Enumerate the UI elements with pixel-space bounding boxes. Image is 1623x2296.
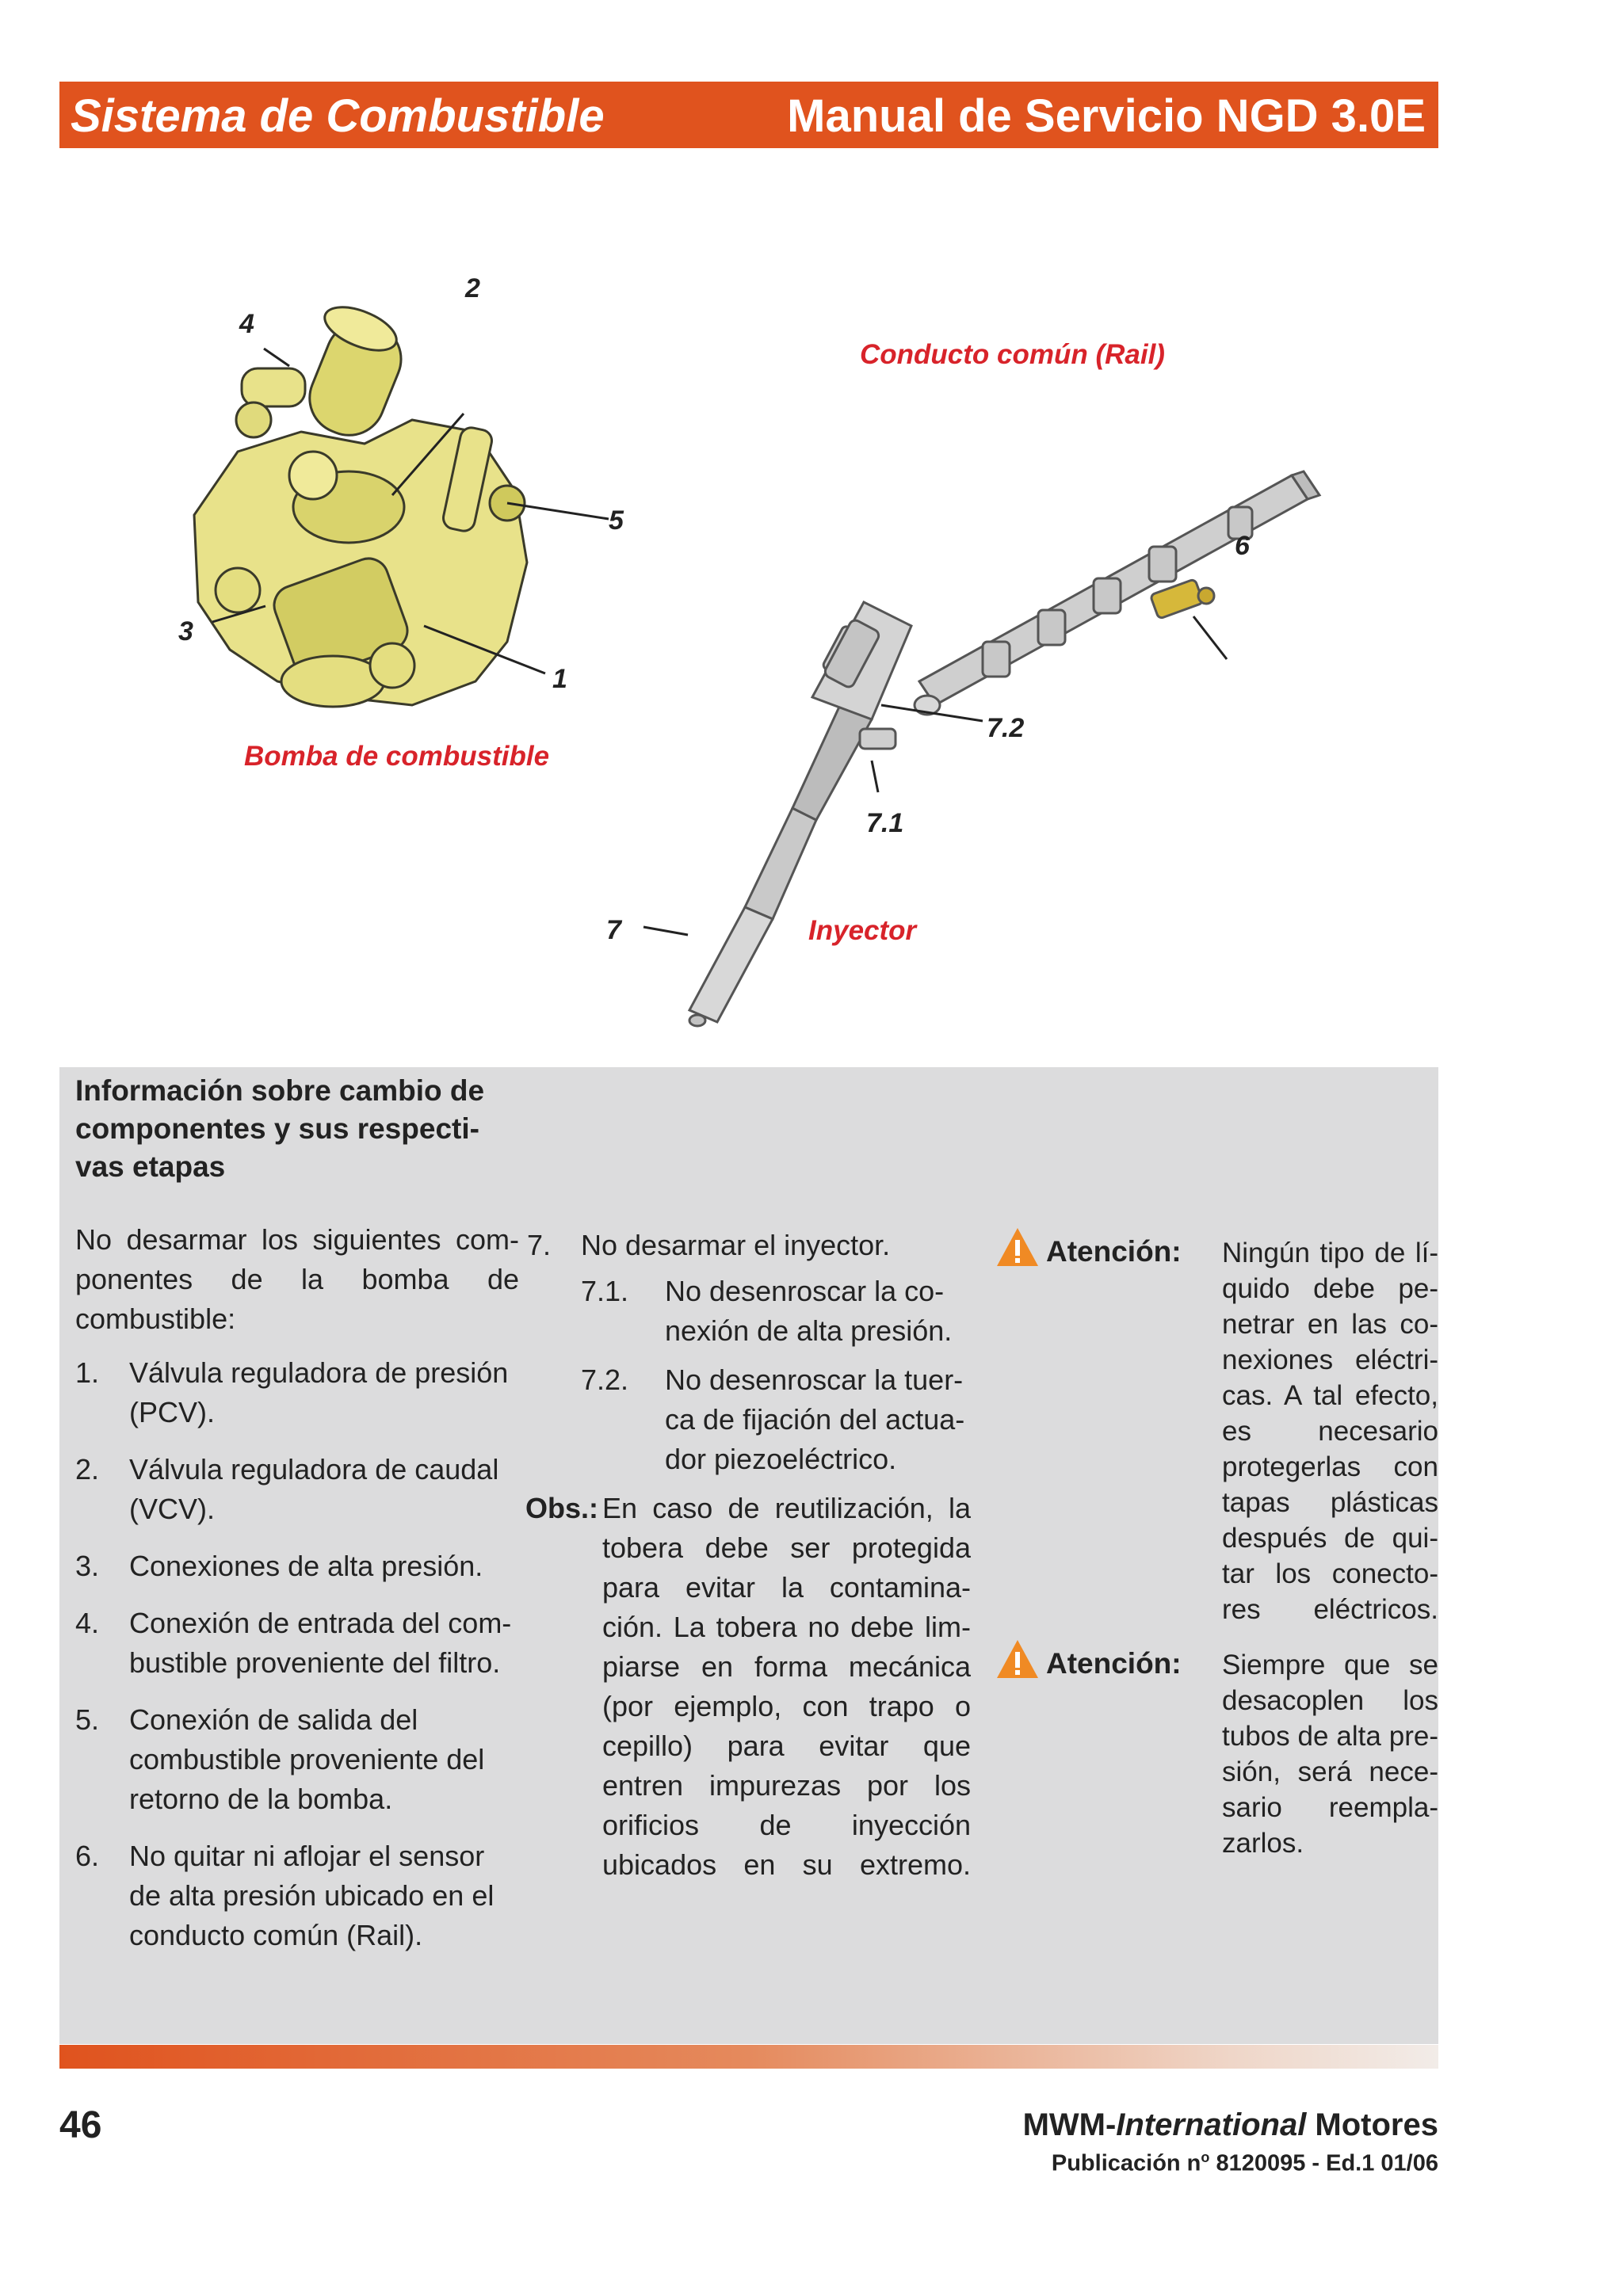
injector-sublist xyxy=(527,1272,971,1479)
column-injector xyxy=(527,1226,971,1885)
list-item: 2. Válvula reguladora de caudal (VCV). xyxy=(75,1453,499,1525)
footer-gradient-strip xyxy=(59,2045,1438,2069)
obs-text: En caso de reutilización, la tobera debe ser protegida para evitar la contamina-ción. La tobera no debe lim-piarse en forma mecánica (por ejemplo, con trapo o cepillo) para evitar que entren impurezas por los orificios de inyección ubicados en su extremo. xyxy=(602,1492,971,1881)
callout-7-2: 7.2 xyxy=(987,713,1025,743)
column-pump-components xyxy=(75,1220,519,1973)
info-title: Información sobre cambio de componentes y sus respecti-vas etapas xyxy=(75,1074,485,1183)
callout-7: 7 xyxy=(606,915,621,945)
header-bar xyxy=(59,82,1438,148)
warning-triangle-icon xyxy=(995,1226,1041,1268)
manual-title: Manual de Servicio NGD 3.0E xyxy=(787,90,1426,142)
components-figure xyxy=(0,158,1623,1046)
brand-name: MWM-International Motores xyxy=(1022,2107,1438,2142)
warning-1-text: Ningún tipo de lí-quido debe pe-netrar en las co-nexiones eléctri-cas. A tal efecto, es necesario protegerlas con tapas plásticas después de qui-tar los conecto-res eléctricos. xyxy=(1222,1238,1438,1625)
warning-1 xyxy=(995,1226,1438,1625)
callout-6: 6 xyxy=(1235,531,1250,561)
warning-triangle-icon xyxy=(995,1638,1041,1680)
publication-info: Publicación $n^o$ 8120095 - Ed.1 01/06 xyxy=(1051,2149,1438,2176)
list-item: 3. Conexiones de alta presión. xyxy=(75,1550,483,1582)
warning-2 xyxy=(995,1638,1438,1891)
col1-intro: No desarmar los siguientes com-ponentes de la bomba de combustible: xyxy=(75,1223,519,1335)
caption-pump: Bomba de combustible xyxy=(244,741,550,772)
obs-label: Obs.: xyxy=(525,1492,599,1524)
callout-7-1: 7.1 xyxy=(866,808,904,838)
warning-2-text: Siempre que se desacoplen los tubos de alta pre-sión, será nece-sario reempla-zarlos. xyxy=(1222,1650,1438,1859)
page-number: 46 xyxy=(59,2104,102,2146)
callout-5: 5 xyxy=(609,505,624,536)
caption-injector: Inyector xyxy=(808,915,917,946)
warning-2-label: Atención: xyxy=(1046,1647,1182,1680)
list-item: 7.2. No desenroscar la tuer-ca de fijación del actua-dor piezoeléctrico. xyxy=(581,1363,965,1475)
info-box xyxy=(59,1067,1438,2044)
list-item: 1. Válvula reguladora de presión (PCV). xyxy=(75,1356,509,1428)
callout-4: 4 xyxy=(239,309,254,339)
callout-3: 3 xyxy=(178,616,193,646)
list-item: 7. No desarmar el inyector. xyxy=(527,1229,891,1261)
common-rail-illustration xyxy=(915,471,1319,715)
caption-rail: Conducto común (Rail) xyxy=(860,339,1165,370)
observation-note xyxy=(527,1489,971,1885)
callout-1: 1 xyxy=(552,664,567,694)
list-item: 7.1. No desenroscar la co-nexión de alta presión. xyxy=(581,1275,953,1347)
list-item: 5. Conexión de salida del combustible proveniente del retorno de la bomba. xyxy=(75,1703,485,1815)
list-item: 4. Conexión de entrada del com-bustible proveniente del filtro. xyxy=(75,1607,512,1679)
section-title: Sistema de Combustible xyxy=(71,90,605,142)
list-item: 6. No quitar ni aflojar el sensor de alta presión ubicado en el conducto común (Rail). xyxy=(75,1840,495,1951)
warning-1-label: Atención: xyxy=(1046,1235,1182,1268)
components-illustration xyxy=(0,158,1623,1046)
callout-2: 2 xyxy=(465,273,480,303)
